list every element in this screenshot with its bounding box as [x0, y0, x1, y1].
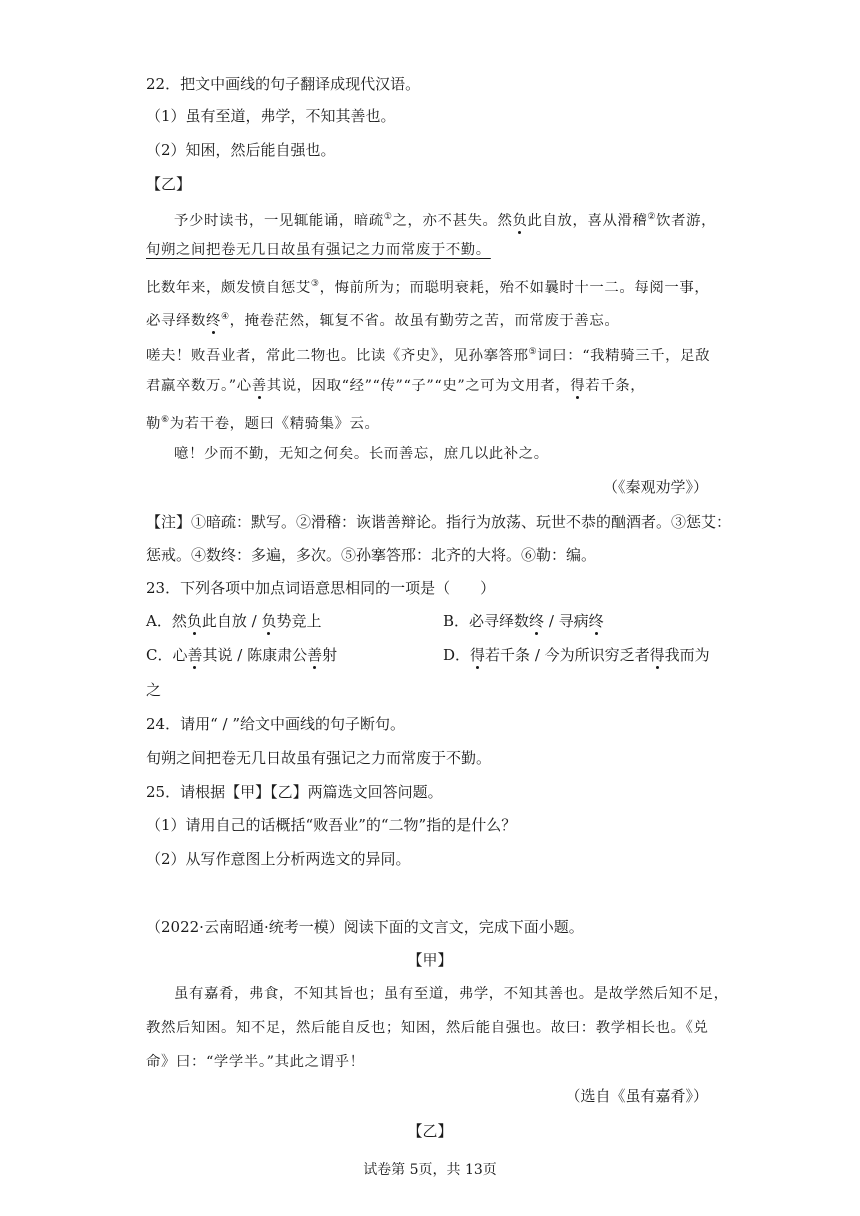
yi-paragraph-3-line-2: 君羸卒数万。”心善其说，因取“经”“传”“子”“史”之可为文用者，得若千条，	[146, 378, 646, 394]
yi-paragraph-3-line-1: 嗟夫！败吾业者，常此二物也。比读《齐史》，见孙搴答邢⑤词曰：“我精骑三千，足敌	[146, 347, 711, 364]
jia-line-2: 教然后知困。知不足，然后能自反也；知困，然后能自强也。故曰：教学相长也。《兑	[146, 1020, 709, 1036]
notes-line-1: 【注】①暗疏：默写。②滑稽：诙谐善辩论。指行为放荡、玩世不恭的酗酒者。③惩艾：	[146, 513, 732, 531]
yi-heading: 【乙】	[146, 175, 192, 193]
yi-paragraph-2-line-1: 比数年来，颇发愤自惩艾③，悔前所为；而聪明衰耗，殆不如曩时十一二。每阅一事，	[146, 279, 710, 296]
section-intro: （2022·云南昭通·统考一模）阅读下面的文言文，完成下面小题。	[146, 918, 584, 936]
q23-title: 23．下列各项中加点词语意思相同的一项是（ ）	[146, 579, 496, 597]
jia-source: （选自《虽有嘉肴》）	[565, 1087, 708, 1105]
q23-option-d: D．得若千条 / 今为所识穷乏者得我而为	[443, 646, 710, 664]
yi-source: （《秦观劝学》）	[602, 478, 708, 496]
q23-option-c: C．心善其说 / 陈康肃公善射	[146, 646, 338, 664]
jia-line-3: 命》曰：“学学半。”其此之谓乎！	[146, 1054, 365, 1070]
q23-option-d-continued: 之	[146, 681, 162, 699]
q22-sentence-1: （1）虽有至道，弗学，不知其善也。	[146, 107, 396, 125]
jia-heading: 【甲】	[407, 951, 453, 969]
q24-sentence: 旬朔之间把卷无几日故虽有强记之力而常废于不勤。	[146, 749, 492, 767]
q22-title: 22．把文中画线的句子翻译成现代汉语。	[146, 75, 421, 93]
q23-option-b: B．必寻绎数终 / 寻病终	[443, 612, 604, 630]
yi-underlined-sentence: 旬朔之间把卷无几日故虽有强记之力而常废于不勤。	[146, 242, 491, 258]
yi-paragraph-3-line-3: 勒⑥为若干卷，题曰《精骑集》云。	[146, 415, 380, 432]
page-footer: 试卷第 5页，共 13页	[363, 1162, 497, 1178]
q25-sub-1: （1）请用自己的话概括“败吾业”的“二物”指的是什么？	[146, 816, 517, 834]
q23-option-a: A．然负此自放 / 负势竞上	[146, 612, 322, 630]
yi-paragraph-4: 噫！少而不勤，无知之何矣。长而善忘，庶几以此补之。	[174, 446, 549, 462]
yi-paragraph-2-line-2: 必寻绎数终④，掩卷茫然，辄复不省。故虽有勤劳之苦，而常废于善忘。	[146, 312, 620, 329]
yi-paragraph-1-line-1: 予少时读书，一见辄能诵，暗疏①之，亦不甚失。然负此自放，喜从滑稽②饮者游，	[174, 212, 717, 229]
yi-heading-2: 【乙】	[407, 1122, 453, 1140]
q22-sentence-2: （2）知困，然后能自强也。	[146, 141, 336, 159]
q25-sub-2: （2）从写作意图上分析两选文的异同。	[146, 850, 411, 868]
q25-title: 25．请根据【甲】【乙】两篇选文回答问题。	[146, 783, 443, 801]
notes-line-2: 惩戒。④数终：多遍，多次。⑤孙搴答邢：北齐的大将。⑥勒：编。	[146, 546, 597, 564]
emphasis-dot-fu: 负	[512, 212, 528, 229]
q24-title: 24．请用“ / ”给文中画线的句子断句。	[146, 715, 406, 733]
jia-line-1: 虽有嘉肴，弗食，不知其旨也；虽有至道，弗学，不知其善也。是故学然后知不足，	[174, 986, 729, 1002]
